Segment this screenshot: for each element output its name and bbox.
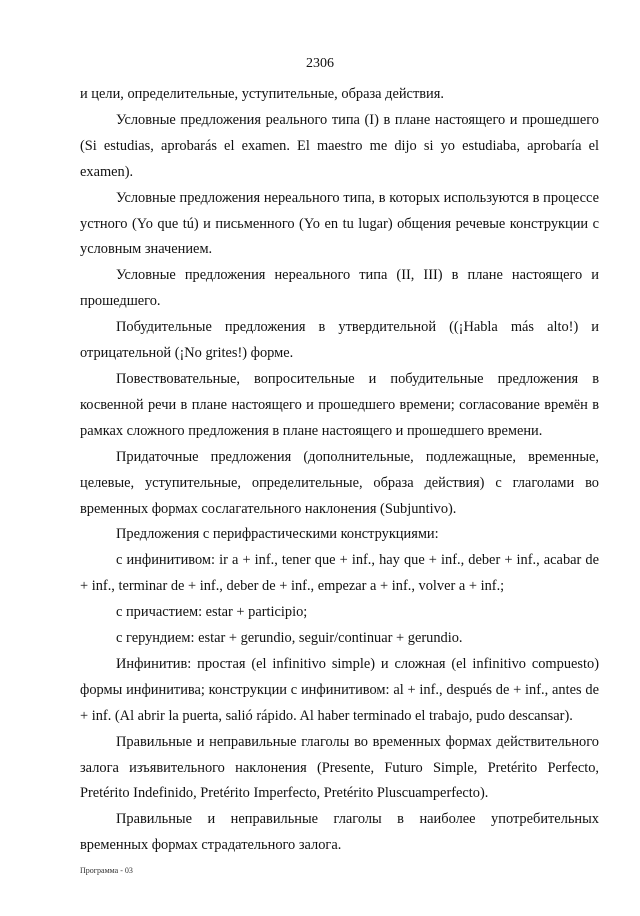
paragraph-real-conditional: Условные предложения реального типа (I) в плане настоящего и прошедшего (Si estudias, aprobarás el examen. El maestro me dijo si yo estudiaba, aprobaría el examen).	[80, 111, 599, 180]
paragraph-infinitive-forms: Инфинитив: простая (el infinitivo simple) и сложная (el infinitivo compuesto) формы инфинитива; конструкции с инфинитивом: al + inf., después de + inf., antes de + inf. (Al abrir la puerta, salió rápido. Al haber terminado el trabajo, pudo descansar).	[80, 655, 599, 724]
paragraph-active-voice-verbs: Правильные и неправильные глаголы во временных формах действительного залога изъявительного наклонения (Presente, Futuro Simple, Pretérito Perfecto, Pretérito Indefinido, Pretérito Imperfecto, Pretérito Pluscuamperfecto).	[80, 733, 599, 802]
footer-note: Программа - 03	[80, 866, 133, 875]
paragraph-continuation: и цели, определительные, уступительные, образа действия.	[80, 86, 444, 102]
paragraph-infinitive-periphrasis: с инфинитивом: ir a + inf., tener que + inf., hay que + inf., deber + inf., acabar de + inf., terminar de + inf., deber de + inf., empezar a + inf., volver a + inf.;	[80, 552, 599, 595]
paragraph-passive-voice-verbs: Правильные и неправильные глаголы в наиболее употребительных временных формах страдательного залога.	[80, 811, 599, 854]
paragraph-reported-speech: Повествовательные, вопросительные и побудительные предложения в косвенной речи в плане настоящего и прошедшего времени; согласование времён в рамках сложного предложения в плане настоящего и прошедшего времени.	[80, 370, 599, 439]
paragraph-periphrastic-heading: Предложения с перифрастическими конструкциями:	[116, 526, 439, 543]
paragraph-unreal-conditional-constructions: Условные предложения нереального типа, в которых используются в процессе устного (Yo que tú) и письменного (Yo en tu lugar) общения речевые конструкции с условным значением.	[80, 189, 599, 258]
document-body	[80, 82, 599, 859]
paragraph-subordinate-clauses: Придаточные предложения (дополнительные, подлежащные, временные, целевые, уступительные, определительные, образа действия) с глаголами во временных формах сослагательного наклонения (Subjuntivo).	[80, 448, 599, 517]
paragraph-gerund-periphrasis: с герундием: estar + gerundio, seguir/continuar + gerundio.	[116, 630, 463, 647]
paragraph-imperative-sentences: Побудительные предложения в утвердительной ((¡Habla más alto!) и отрицательной (¡No grites!) форме.	[80, 319, 599, 362]
paragraph-unreal-conditional-past: Условные предложения нереального типа (II, III) в плане настоящего и прошедшего.	[80, 267, 599, 310]
paragraph-participle-periphrasis: с причастием: estar + participio;	[116, 604, 308, 621]
page-number: 2306	[306, 56, 334, 71]
